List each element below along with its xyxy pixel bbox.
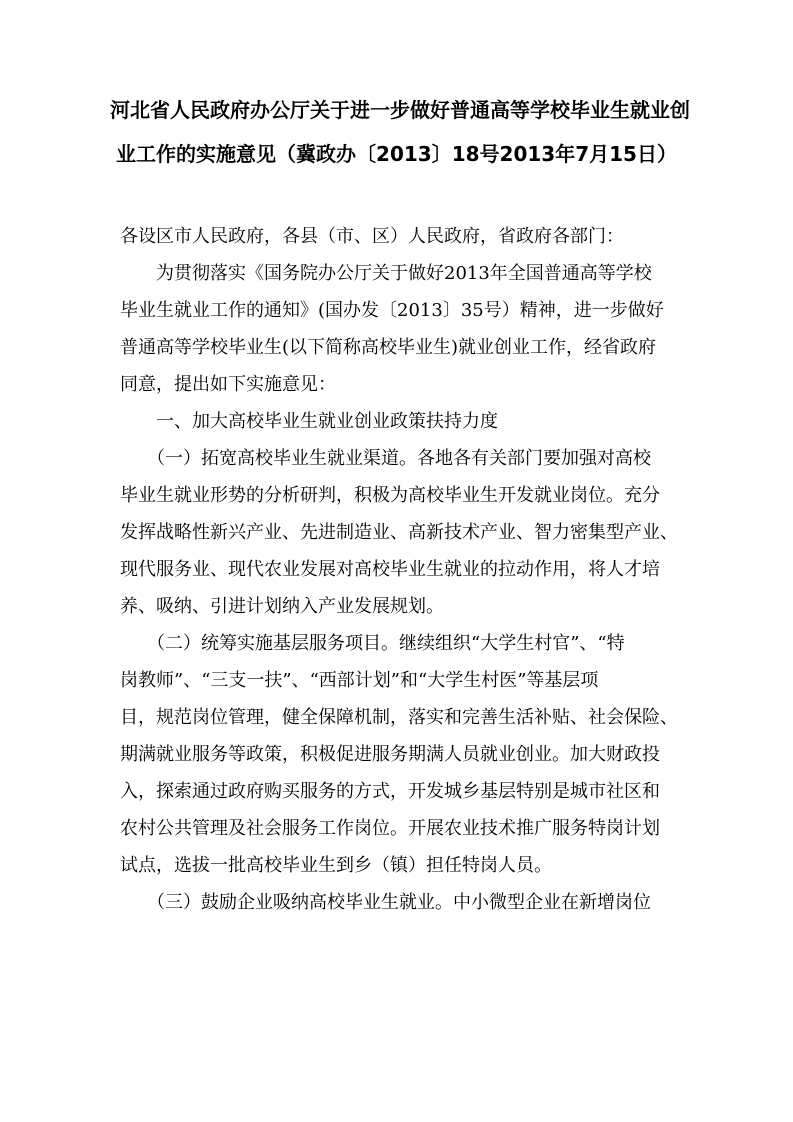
body-line: 同意，提出如下实施意见： — [120, 374, 336, 395]
body-line: （二）统筹实施基层服务项目。继续组织“大学生村官”、“特 — [120, 633, 625, 654]
body-line: 发挥战略性新兴产业、先进制造业、高新技术产业、智力密集型产业、 — [120, 522, 678, 543]
body-line: 为贯彻落实《国务院办公厅关于做好2013年全国普通高等学校 — [120, 263, 652, 284]
body-line: 目，规范岗位管理，健全保障机制，落实和完善生活补贴、社会保险、 — [120, 707, 678, 728]
body-line: 入，探索通过政府购买服务的方式，开发城乡基层特别是城市社区和 — [120, 781, 660, 802]
body-line: 期满就业服务等政策，积极促进服务期满人员就业创业。加大财政投 — [120, 744, 660, 765]
salutation-line: 各设区市人民政府，各县（市、区）人民政府，省政府各部门： — [120, 226, 624, 247]
body-line: （一）拓宽高校毕业生就业渠道。各地各有关部门要加强对高校 — [120, 448, 651, 469]
document-title — [110, 88, 690, 176]
body-line: 试点，选拔一批高校毕业生到乡（镇）担任特岗人员。 — [120, 855, 552, 876]
title-line-2: 业工作的实施意见（冀政办〔2013〕18号2013年7月15日） — [116, 142, 677, 166]
body-line: 养、吸纳、引进计划纳入产业发展规划。 — [120, 596, 444, 617]
document-body — [120, 218, 680, 921]
body-line: 毕业生就业形势的分析研判，积极为高校毕业生开发就业岗位。充分 — [120, 485, 660, 506]
body-line: （三）鼓励企业吸纳高校毕业生就业。中小微型企业在新增岗位 — [120, 892, 651, 913]
body-line: 普通高等学校毕业生(以下简称高校毕业生)就业创业工作，经省政府 — [120, 337, 657, 358]
body-line: 农村公共管理及社会服务工作岗位。开展农业技术推广服务特岗计划 — [120, 818, 660, 839]
body-line: 毕业生就业工作的通知》(国办发〔2013〕35号）精神，进一步做好 — [120, 300, 664, 321]
body-line: 现代服务业、现代农业发展对高校毕业生就业的拉动作用，将人才培 — [120, 559, 660, 580]
title-line-1: 河北省人民政府办公厅关于进一步做好普通高等学校毕业生就业创 — [110, 98, 690, 122]
section-heading: 一、加大高校毕业生就业创业政策扶持力度 — [120, 411, 498, 432]
body-line: 岗教师”、“三支一扶”、“西部计划”和“大学生村医”等基层项 — [120, 670, 599, 691]
